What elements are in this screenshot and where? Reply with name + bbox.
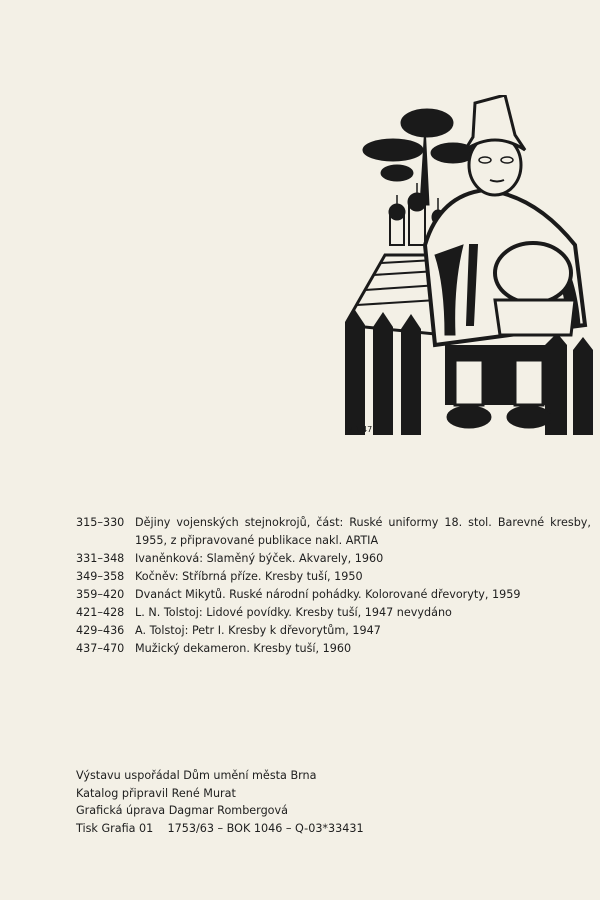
entry-text: A. Tolstoj: Petr I. Kresby k dřevorytům, 1947 xyxy=(135,624,381,637)
colophon-design: Grafická úprava Dagmar Rombergová xyxy=(76,804,288,817)
entry-range: 429–436 xyxy=(76,624,125,637)
entry-text: Mužický dekameron. Kresby tuší, 1960 xyxy=(135,642,352,655)
entry-range: 331–348 xyxy=(76,552,125,565)
colophon-print: Tisk Grafia 01 1753/63 – BOK 1046 – Q-03*33431 xyxy=(76,821,364,835)
bread-loaf xyxy=(495,243,571,303)
entry-range: 359–420 xyxy=(76,588,125,601)
catalog-entry xyxy=(76,568,591,586)
woodcut-illustration xyxy=(345,95,595,440)
colophon xyxy=(76,767,364,837)
catalog-entry xyxy=(76,640,591,658)
colophon-editor: Katalog připravil René Murat xyxy=(76,786,236,800)
catalog-entry xyxy=(76,622,591,640)
artist-signature: MR 47 xyxy=(347,425,373,434)
catalog-entry xyxy=(76,586,591,604)
entry-text: Kočněv: Stříbrná příze. Kresby tuší, 1950 xyxy=(135,570,363,583)
catalog-list xyxy=(76,514,591,658)
entry-range: 421–428 xyxy=(76,606,125,619)
entry-range: 349–358 xyxy=(76,570,125,583)
entry-text: L. N. Tolstoj: Lidové povídky. Kresby tuší, 1947 nevydáno xyxy=(135,606,452,619)
catalog-entry xyxy=(76,604,591,622)
colophon-organizer: Výstavu uspořádal Dům umění města Brna xyxy=(76,769,317,782)
entry-text: Dějiny vojenských stejnokrojů, část: Ruské uniformy 18. stol. Barevné kresby, 1955, z připravované publikace nakl. ARTIA xyxy=(135,516,591,547)
tree-crown xyxy=(401,109,453,137)
catalog-entry xyxy=(76,550,591,568)
entry-text: Dvanáct Mikytů. Ruské národní pohádky. Kolorované dřevoryty, 1959 xyxy=(135,588,521,601)
catalog-entry xyxy=(76,514,591,550)
entry-text: Ivaněnková: Slaměný býček. Akvarely, 1960 xyxy=(135,552,384,565)
entry-range: 315–330 xyxy=(76,516,125,529)
entry-range: 437–470 xyxy=(76,642,125,655)
